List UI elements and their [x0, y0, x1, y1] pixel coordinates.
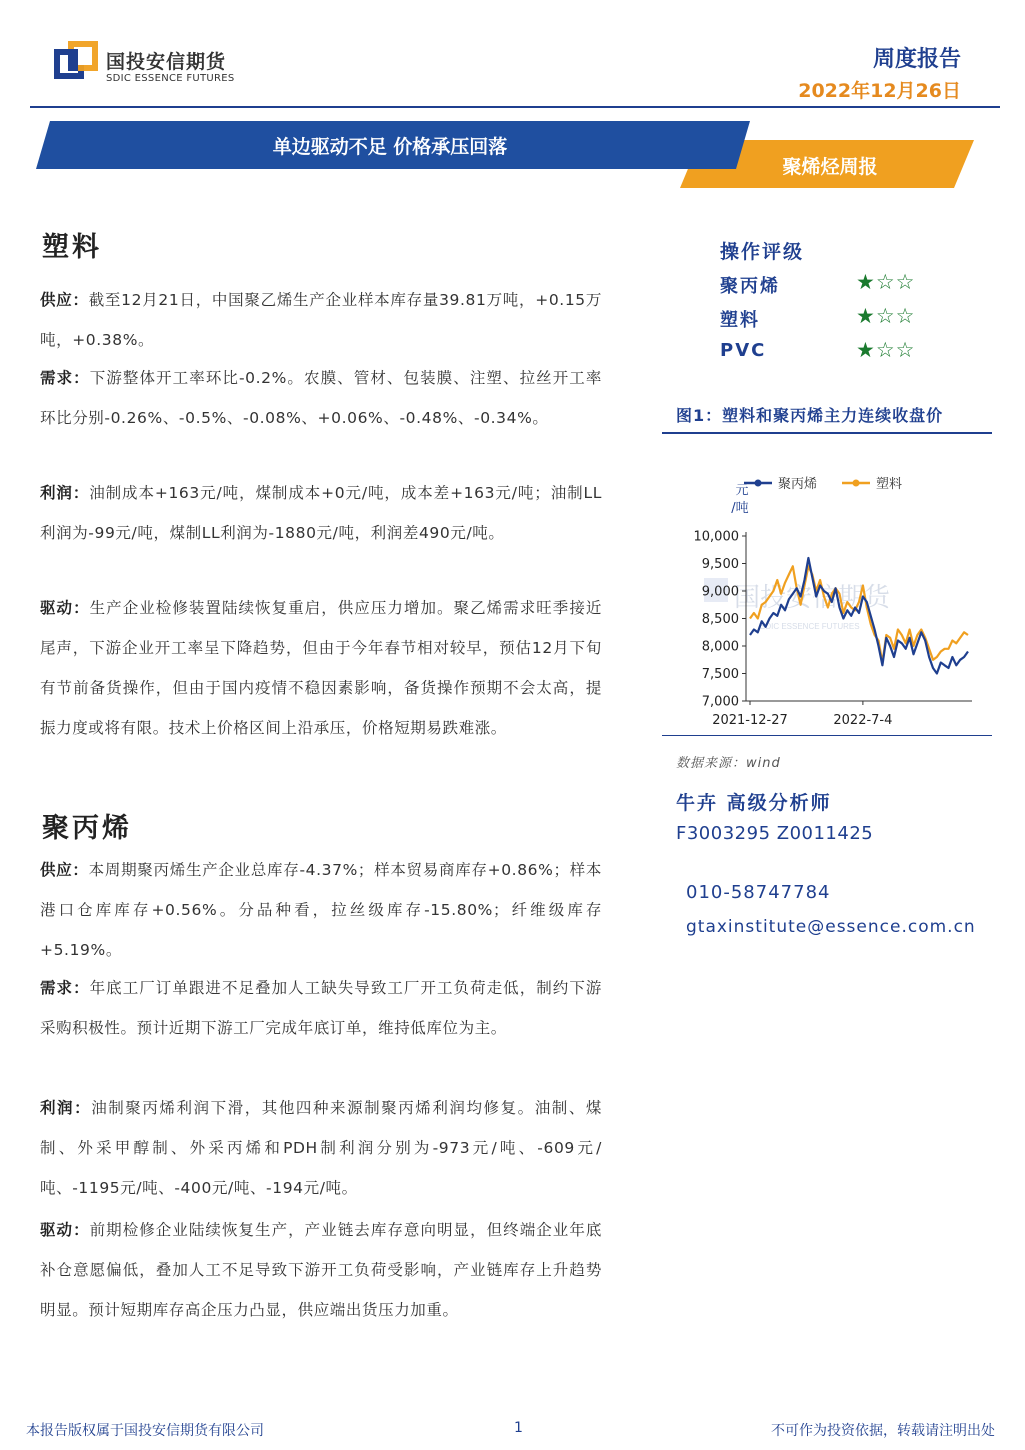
pp-supply	[40, 850, 602, 970]
watermark-text: 国投安信期货	[734, 582, 891, 612]
pp-demand-text: 年底工厂订单跟进不足叠加人工缺失导致工厂开工负荷走低，制约下游采购积极性。预计近期下游工厂完成年底订单，维持低库位为主。	[40, 979, 602, 1037]
figure-top-rule	[662, 432, 992, 434]
pp-profit-label: 利润：	[40, 1099, 92, 1117]
legend-marker-pe	[853, 480, 860, 487]
rating-stars: ★☆☆	[856, 304, 916, 328]
pp-demand	[40, 968, 602, 1048]
footer-page-number: 1	[514, 1420, 523, 1436]
plastic-driver-label: 驱动：	[40, 599, 90, 617]
watermark-text-en: SDIC ESSENCE FUTURES	[760, 622, 860, 631]
analyst-name: 牛卉 高级分析师	[676, 792, 832, 814]
header-divider	[30, 106, 1000, 108]
plastic-driver	[40, 588, 602, 748]
chart-legend	[744, 476, 902, 492]
y-tick-label: 8,000	[701, 639, 739, 655]
legend-marker-pp	[755, 480, 762, 487]
plastic-demand-label: 需求：	[40, 369, 90, 387]
rating-stars: ★☆☆	[856, 270, 916, 294]
company-name-en: SDIC ESSENCE FUTURES	[106, 73, 235, 84]
y-tick-label: 9,000	[701, 584, 739, 600]
plastic-demand-text: 下游整体开工率环比-0.2%。农膜、管材、包装膜、注塑、拉丝开工率环比分别-0.26%、-0.5%、-0.08%、+0.06%、-0.48%、-0.34%。	[40, 369, 602, 427]
y-tick-label: 9,500	[701, 557, 739, 572]
y-tick-label: 10,000	[693, 529, 739, 545]
pp-supply-text: 本周期聚丙烯生产企业总库存-4.37%；样本贸易商库存+0.86%；样本港口仓库库存+0.56%。分品种看，拉丝级库存-15.80%；纤维级库存+5.19%。	[40, 861, 602, 959]
y-axis-unit: /吨	[731, 501, 749, 516]
data-source: 数据来源：wind	[676, 756, 781, 771]
figure-title: 图1：塑料和聚丙烯主力连续收盘价	[676, 406, 944, 425]
legend-label-pp: 聚丙烯	[778, 477, 818, 492]
series-line-pp	[750, 558, 968, 674]
chart-series	[750, 558, 968, 674]
pp-driver	[40, 1210, 602, 1330]
report-date: 2022年12月26日	[798, 80, 961, 102]
section-heading-pp: 聚丙烯	[42, 813, 132, 844]
price-line-chart	[662, 440, 992, 735]
analyst-ids: F3003295 Z0011425	[676, 823, 874, 844]
footer-disclaimer: 不可作为投资依据，转载请注明出处	[771, 1423, 995, 1439]
plastic-supply-text: 截至12月21日，中国聚乙烯生产企业样本库存量39.81万吨，+0.15万吨，+0.38%。	[40, 291, 602, 349]
figure-bottom-rule	[662, 735, 992, 736]
footer-copyright: 本报告版权属于国投安信期货有限公司	[26, 1423, 264, 1439]
plastic-profit-label: 利润：	[40, 484, 90, 502]
pp-supply-label: 供应：	[40, 861, 89, 879]
plastic-profit-text: 油制成本+163元/吨，煤制成本+0元/吨，成本差+163元/吨；油制LL利润为-99元/吨，煤制LL利润为-1880元/吨，利润差490元/吨。	[40, 484, 602, 542]
pp-driver-text: 前期检修企业陆续恢复生产，产业链去库存意向明显，但终端企业年底补仓意愿偏低，叠加人工不足导致下游开工负荷受影响，产业链库存上升趋势明显。预计短期库存高企压力凸显，供应端出货压力加重。	[40, 1221, 602, 1319]
y-axis-unit: 元	[735, 483, 749, 498]
rating-row-plastic	[720, 306, 940, 336]
rating-row-pp	[720, 272, 940, 302]
company-logo-mark	[54, 41, 98, 85]
legend-label-pe: 塑料	[876, 477, 903, 492]
rating-row-pvc	[720, 340, 940, 370]
section-heading-plastic: 塑料	[42, 232, 102, 263]
y-tick-label: 7,000	[701, 694, 739, 710]
pp-demand-label: 需求：	[40, 979, 90, 997]
analyst-email[interactable]: gtaxinstitute@essence.com.cn	[686, 917, 976, 937]
plastic-supply-label: 供应：	[40, 291, 89, 309]
report-title: 单边驱动不足 价格承压回落	[272, 136, 508, 158]
rating-label: 聚丙烯	[720, 276, 780, 297]
plastic-profit	[40, 473, 602, 553]
plastic-driver-text: 生产企业检修装置陆续恢复重启，供应压力增加。聚乙烯需求旺季接近尾声，下游企业开工率呈下降趋势，但由于今年春节相对较早，预估12月下旬有节前备货操作，但由于国内疫情不稳因素影响，备货操作预期不会太高，提振力度或将有限。技术上价格区间上沿承压，价格短期易跌难涨。	[40, 599, 602, 737]
pp-driver-label: 驱动：	[40, 1221, 90, 1239]
y-tick-label: 8,500	[701, 612, 739, 627]
rating-stars: ★☆☆	[856, 338, 916, 362]
analyst-phone: 010-58747784	[686, 882, 831, 903]
x-tick-label: 2021-12-27	[712, 713, 788, 728]
report-subtitle: 聚烯烃周报	[782, 156, 878, 178]
pp-profit	[40, 1088, 602, 1208]
company-name-cn: 国投安信期货	[106, 51, 227, 73]
report-type: 周度报告	[872, 47, 961, 72]
plastic-demand	[40, 358, 602, 438]
rating-label: PVC	[720, 340, 767, 361]
rating-title: 操作评级	[720, 241, 805, 263]
x-tick-label: 2022-7-4	[833, 713, 893, 728]
plastic-supply	[40, 280, 602, 360]
series-line-pe	[750, 566, 968, 662]
pp-profit-text: 油制聚丙烯利润下滑，其他四种来源制聚丙烯利润均修复。油制、煤制、外采甲醇制、外采丙烯和PDH制利润分别为-973元/吨、-609元/吨、-1195元/吨、-400元/吨、-194元/吨。	[40, 1099, 602, 1197]
rating-label: 塑料	[720, 310, 760, 331]
y-tick-label: 7,500	[701, 667, 739, 682]
